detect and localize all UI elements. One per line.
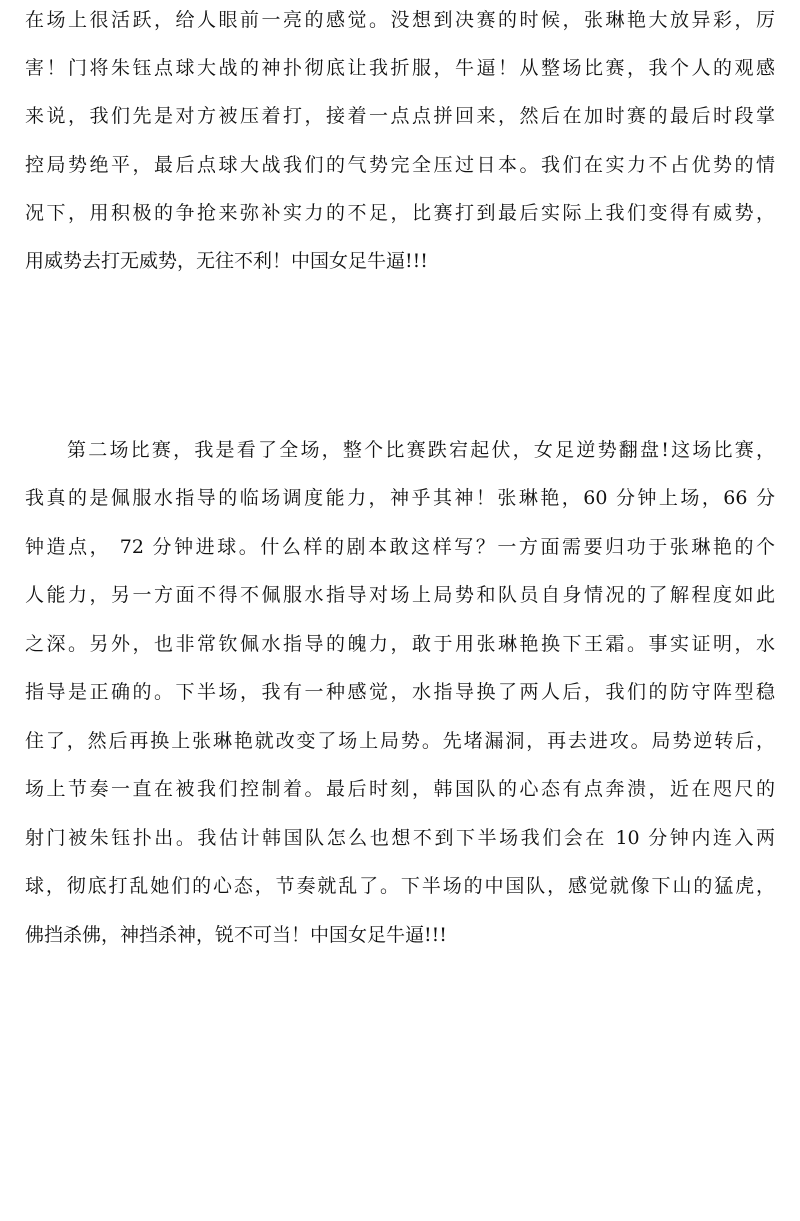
text-line: 佛挡杀佛，神挡杀神，锐不可当！中国女足牛逼!!! [25,924,447,946]
text-line: 我真的是佩服水指导的临场调度能力，神乎其神！张琳艳，60 分钟上场，66 分 [25,487,775,509]
text-line: 第二场比赛，我是看了全场，整个比赛跌宕起伏，女足逆势翻盘!这场比赛， [67,439,775,461]
text-line: 场上节奏一直在被我们控制着。最后时刻，韩国队的心态有点奔溃，近在咫尺的 [25,778,775,800]
text-line: 况下，用积极的争抢来弥补实力的不足，比赛打到最后实际上我们变得有威势， [25,202,775,224]
text-line: 人能力，另一方面不得不佩服水指导对场上局势和队员自身情况的了解程度如此 [25,584,775,606]
text-line: 控局势绝平，最后点球大战我们的气势完全压过日本。我们在实力不占优势的情 [25,154,775,176]
text-line: 钟造点， 72 分钟进球。什么样的剧本敢这样写？一方面需要归功于张琳艳的个 [25,536,775,558]
text-line: 之深。另外，也非常钦佩水指导的魄力，敢于用张琳艳换下王霜。事实证明，水 [25,633,775,655]
text-line: 在场上很活跃，给人眼前一亮的感觉。没想到决赛的时候，张琳艳大放异彩，厉 [25,9,775,31]
text-line: 害！门将朱钰点球大战的神扑彻底让我折服，牛逼！从整场比赛，我个人的观感 [25,57,775,79]
text-line: 射门被朱钰扑出。我估计韩国队怎么也想不到下半场我们会在 10 分钟内连入两 [25,827,775,849]
text-line: 球，彻底打乱她们的心态，节奏就乱了。下半场的中国队，感觉就像下山的猛虎， [25,875,775,897]
text-line: 住了，然后再换上张琳艳就改变了场上局势。先堵漏洞，再去进攻。局势逆转后， [25,730,775,752]
text-line: 指导是正确的。下半场，我有一种感觉，水指导换了两人后，我们的防守阵型稳 [25,681,775,703]
text-line: 用威势去打无威势，无往不利！中国女足牛逼!!! [25,250,428,272]
text-line: 来说，我们先是对方被压着打，接着一点点拼回来，然后在加时赛的最后时段掌 [25,105,775,127]
